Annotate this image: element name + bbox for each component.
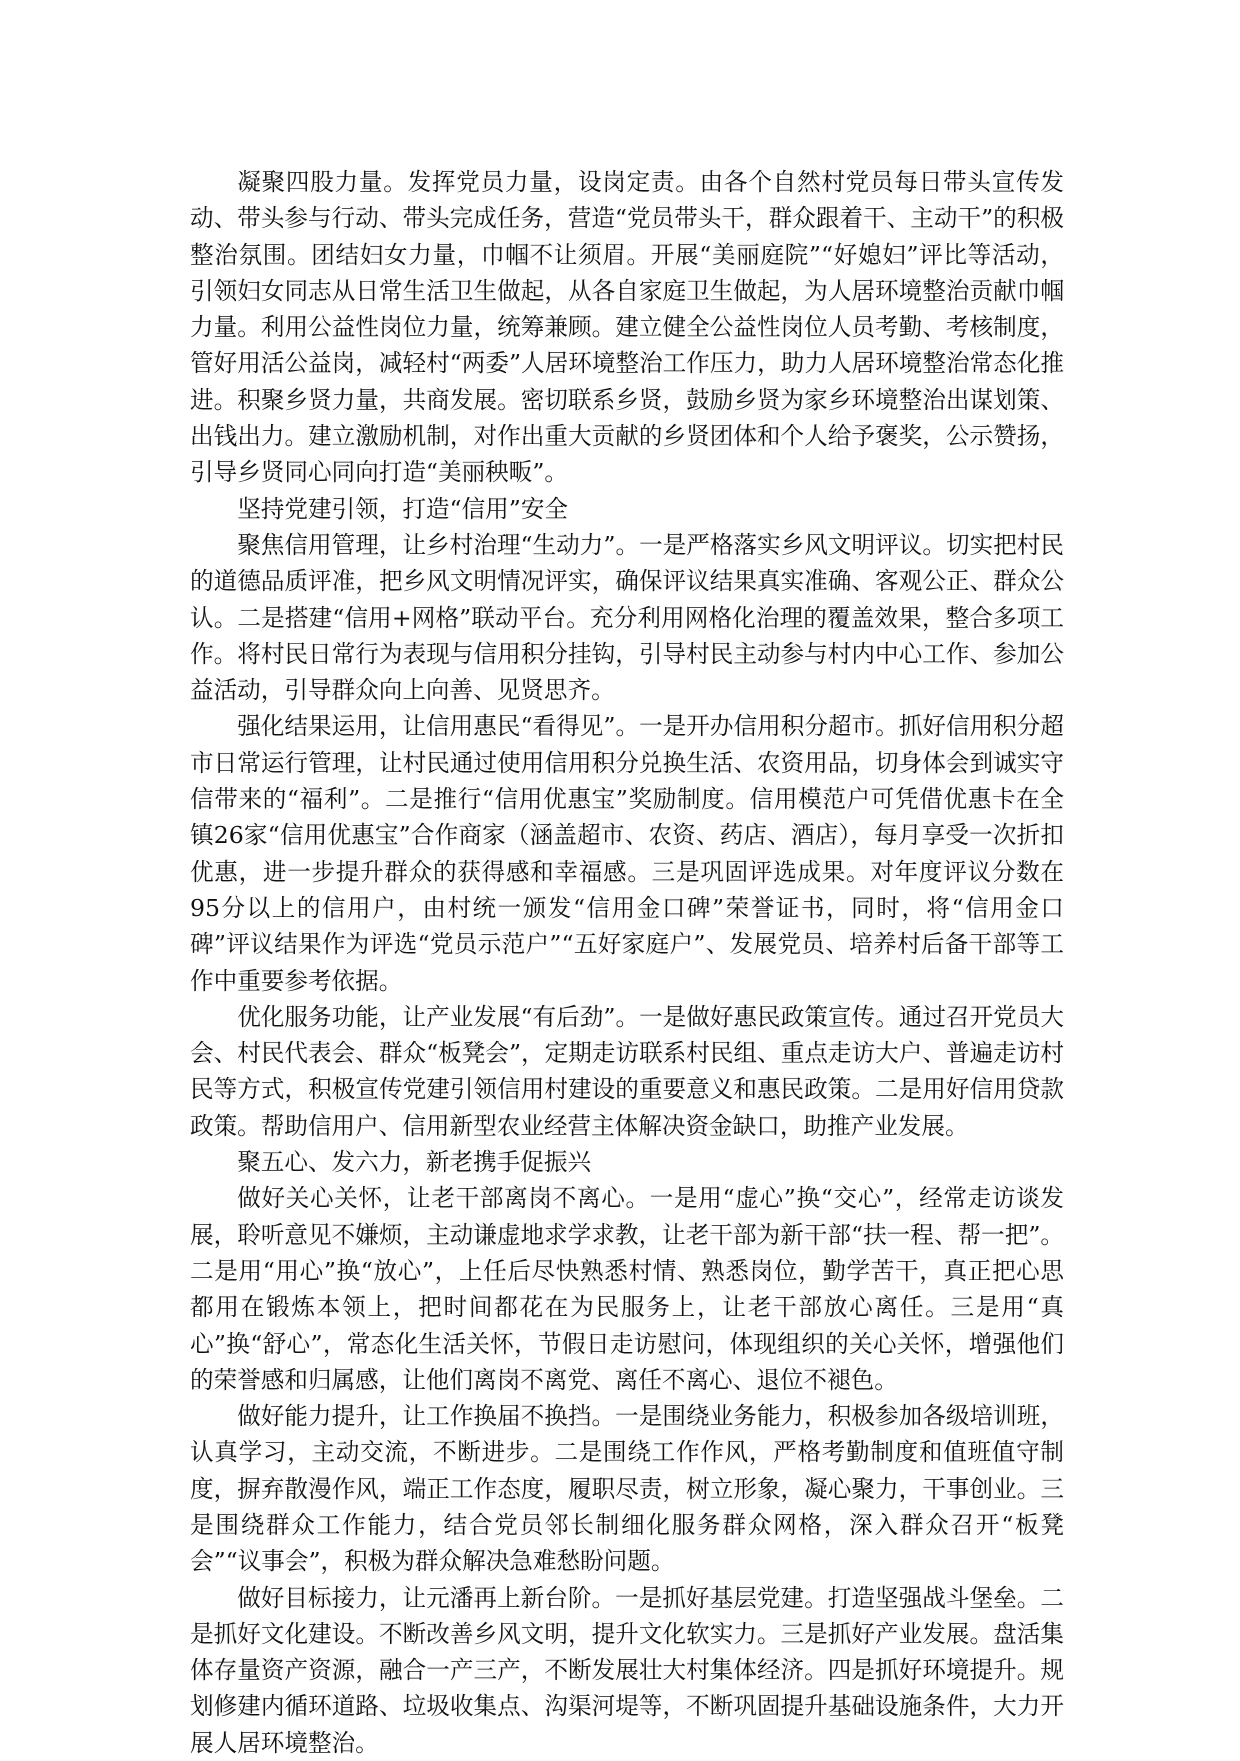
section-heading-credit: 坚持党建引领，打造“信用”安全 xyxy=(237,494,569,523)
paragraph-credit-management: 聚焦信用管理，让乡村治理“生动力”。一是严格落实乡风文明评议。切实把村民的道德品质评准，把乡风文明情况评实，确保评议结果真实准确、客观公正、群众公认。二是搭建“信用+网格”联动平台。充分利用网格化治理的覆盖效果，整合多项工作。将村民日常行为表现与信用积分挂钩，引导村民主动参与村内中心工作、参加公益活动，引导群众向上向善、见贤思齐。 xyxy=(190,530,1064,705)
paragraph-capability-improvement: 做好能力提升，让工作换届不换挡。一是围绕业务能力，积极参加各级培训班，认真学习，主动交流，不断进步。二是围绕工作作风，严格考勤制度和值班值守制度，摒弃散漫作风，端正工作态度，履职尽责，树立形象，凝心聚力，干事创业。三是围绕群众工作能力，结合党员邻长制细化服务群众网格，深入群众召开“板凳会”“议事会”，积极为群众解决急难愁盼问题。 xyxy=(190,1402,1064,1576)
paragraph-care-retired-cadres: 做好关心关怀，让老干部离岗不离心。一是用“虚心”换“交心”，经常走访谈发展，聆听意见不嫌烦，主动谦虚地求学求教，让老干部为新干部“扶一程、帮一把”。二是用“用心”换“放心”，上任后尽快熟悉村情、熟悉岗位，勤学苦干，真正把心思都用在锻炼本领上，把时间都花在为民服务上，让老干部放心离任。三是用“真心”换“舒心”，常态化生活关怀，节假日走访慰问，体现组织的关心关怀，增强他们的荣誉感和归属感，让他们离岗不离党、离任不离心、退位不褪色。 xyxy=(190,1184,1064,1394)
paragraph-credit-results: 强化结果运用，让信用惠民“看得见”。一是开办信用积分超市。抓好信用积分超市日常运行管理，让村民通过使用信用积分兑换生活、农资用品，切身体会到诚实守信带来的“福利”。二是推行“信用优惠宝”奖励制度。信用模范户可凭借优惠卡在全镇26家“信用优惠宝”合作商家（涵盖超市、农资、药店、酒店），每月享受一次折扣优惠，进一步提升群众的获得感和幸福感。三是巩固评选成果。对年度评议分数在95分以上的信用户，由村统一颁发“信用金口碑”荣誉证书，同时，将“信用金口碑”评议结果作为评选“党员示范户”“五好家庭户”、发展党员、培养村后备干部等工作中重要参考依据。 xyxy=(190,712,1064,995)
document-body xyxy=(190,164,1064,1761)
paragraph-goal-relay: 做好目标接力，让元潘再上新台阶。一是抓好基层党建。打造坚强战斗堡垒。二是抓好文化建设。不断改善乡风文明，提升文化软实力。三是抓好产业发展。盘活集体存量资产资源，融合一产三产，不断发展壮大村集体经济。四是抓好环境提升。规划修建内循环道路、垃圾收集点、沟渠河堤等，不断巩固提升基础设施条件，大力开展人居环境整治。 xyxy=(190,1583,1064,1757)
section-heading-new-old: 聚五心、发六力，新老携手促振兴 xyxy=(237,1148,592,1177)
paragraph-service-functions: 优化服务功能，让产业发展“有后劲”。一是做好惠民政策宣传。通过召开党员大会、村民代表会、群众“板凳会”，定期走访联系村民组、重点走访大户、普遍走访村民等方式，积极宣传党建引领信用村建设的重要意义和惠民政策。二是用好信用贷款政策。帮助信用户、信用新型农业经营主体解决资金缺口，助推产业发展。 xyxy=(190,1002,1064,1140)
paragraph-four-forces: 凝聚四股力量。发挥党员力量，设岗定责。由各个自然村党员每日带头宣传发动、带头参与行动、带头完成任务，营造“党员带头干，群众跟着干、主动干”的积极整治氛围。团结妇女力量，巾帼不让须眉。开展“美丽庭院”“好媳妇”评比等活动，引领妇女同志从日常生活卫生做起，从各自家庭卫生做起，为人居环境整治贡献巾帼力量。利用公益性岗位力量，统筹兼顾。建立健全公益性岗位人员考勤、考核制度，管好用活公益岗，减轻村“两委”人居环境整治工作压力，助力人居环境整治常态化推进。积聚乡贤力量，共商发展。密切联系乡贤，鼓励乡贤为家乡环境整治出谋划策、出钱出力。建立激励机制，对作出重大贡献的乡贤团体和个人给予褒奖，公示赞扬，引导乡贤同心同向打造“美丽秧畈”。 xyxy=(190,168,1064,487)
